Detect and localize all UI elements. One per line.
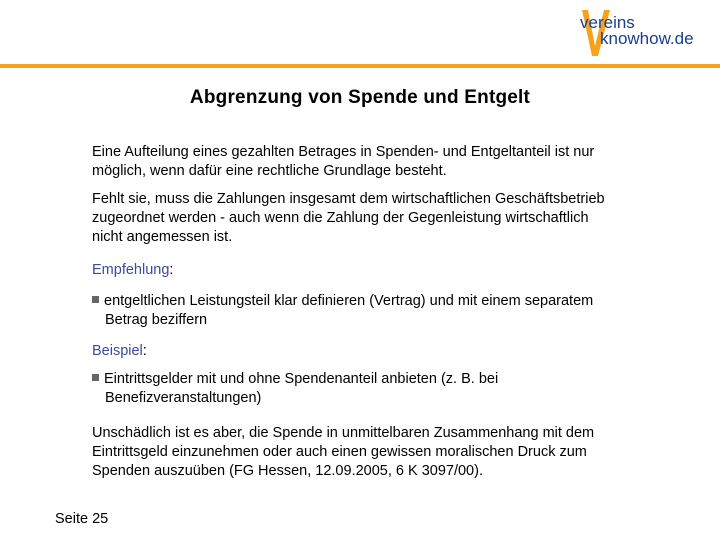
paragraph-1-line-1: Eine Aufteilung eines gezahlten Betrages in Spenden- und Entgeltanteil ist nur	[92, 144, 595, 160]
recommendation-bullet-line-1: entgeltlichen Leistungsteil klar definieren (Vertrag) und mit einem separatem	[104, 293, 594, 309]
recommendation-heading	[92, 262, 173, 278]
recommendation-colon: :	[169, 262, 174, 278]
bullet-square-icon	[92, 296, 99, 303]
example-label: Beispiel	[92, 343, 143, 359]
example-bullet	[92, 370, 692, 408]
paragraph-1-line-2: möglich, wenn dafür eine rechtliche Grundlage besteht.	[92, 163, 447, 179]
recommendation-label: Empfehlung	[92, 262, 170, 278]
logo-word2: knowhow.de	[600, 29, 694, 48]
example-bullet-line-2: Benefizveranstaltungen)	[105, 390, 262, 406]
paragraph-2-line-1: Fehlt sie, muss die Zahlungen insgesamt dem wirtschaftlichen Geschäftsbetrieb	[92, 191, 605, 207]
paragraph-3-line-3: Spenden auszuüben (FG Hessen, 12.09.2005, 6 K 3097/00).	[92, 463, 483, 479]
paragraph-1	[92, 143, 692, 181]
slide-title: Abgrenzung von Spende und Entgelt	[189, 87, 531, 108]
paragraph-2-line-2: zugeordnet werden - auch wenn die Zahlung der Gegenleistung wirtschaftlich	[92, 210, 589, 226]
paragraph-3-line-1: Unschädlich ist es aber, die Spende in unmittelbaren Zusammenhang mit dem	[92, 425, 595, 441]
paragraph-3	[92, 424, 692, 481]
recommendation-bullet-line-2: Betrag beziffern	[105, 312, 208, 328]
bullet-square-icon	[92, 374, 99, 381]
example-bullet-line-1: Eintrittsgelder mit und ohne Spendenanteil anbieten (z. B. bei	[104, 371, 499, 387]
logo-word1: vereins	[580, 13, 635, 32]
page-number: Seite 25	[55, 511, 109, 527]
recommendation-bullet	[92, 292, 692, 330]
example-heading	[92, 343, 147, 359]
logo-graphic	[568, 6, 698, 64]
paragraph-2	[92, 190, 692, 247]
header-divider	[0, 64, 720, 68]
example-colon: :	[142, 343, 147, 359]
vereinsknowhow-logo	[568, 6, 698, 64]
paragraph-2-line-3: nicht angemessen ist.	[92, 229, 233, 245]
paragraph-3-line-2: Eintrittsgeld einzunehmen oder auch einen gewissen moralischen Druck zum	[92, 444, 587, 460]
